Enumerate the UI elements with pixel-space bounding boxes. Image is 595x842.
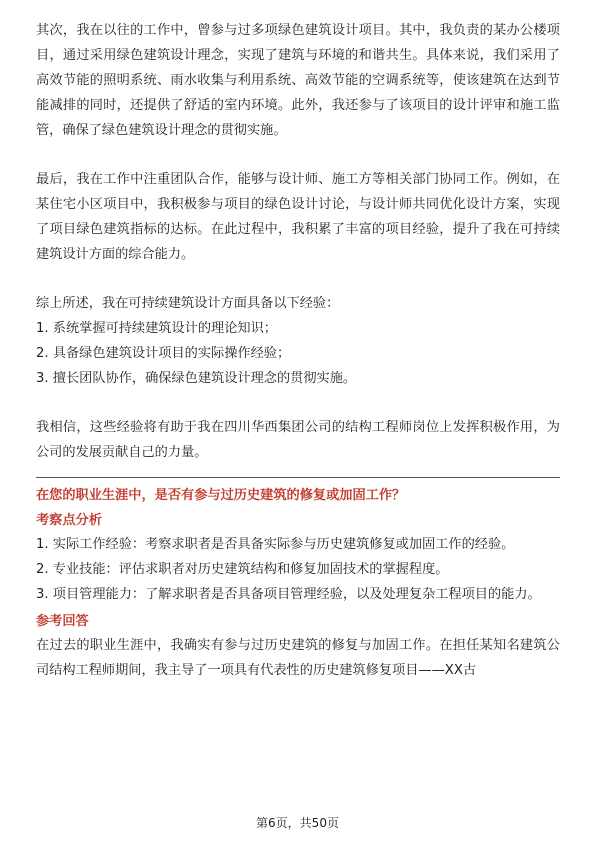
analysis-item: 3. 项目管理能力：了解求职者是否具备项目管理经验，以及处理复杂工程项目的能力。 [36, 587, 541, 602]
summary-item: 3. 擅长团队协作，确保绿色建筑设计理念的贯彻实施。 [36, 371, 357, 386]
paragraph-green-building-experience: 其次，我在以往的工作中，曾参与过多项绿色建筑设计项目。其中，我负责的某办公楼项目，通过采用绿色建筑设计理念，实现了建筑与环境的和谐共生。具体来说，我们采用了高效节能的照明系统、雨水收集与利用系统、高效节能的空调系统等，使该建筑在达到节能减排的同时，还提供了舒适的室内环境。此外，我还参与了该项目的设计评审和施工监管，确保了绿色建筑设计理念的贯彻实施。 [36, 23, 560, 138]
summary-item: 1. 系统掌握可持续建筑设计的理论知识； [36, 321, 277, 336]
summary-intro: 综上所述，我在可持续建筑设计方面具备以下经验： [36, 296, 340, 311]
question-title: 在您的职业生涯中，是否有参与过历史建筑的修复或加固工作？ [36, 488, 406, 503]
analysis-item: 1. 实际工作经验：考察求职者是否具备实际参与历史建筑修复或加固工作的经验。 [36, 537, 515, 552]
analysis-heading: 考察点分析 [36, 513, 102, 528]
answer-text: 在过去的职业生涯中，我确实有参与过历史建筑的修复与加固工作。在担任某知名建筑公司结构工程师期间，我主导了一项具有代表性的历史建筑修复项目——XX古 [36, 638, 560, 678]
paragraph-teamwork: 最后，我在工作中注重团队合作，能够与设计师、施工方等相关部门协同工作。例如，在某住宅小区项目中，我积极参与项目的绿色设计讨论，与设计师共同优化设计方案，实现了项目绿色建筑指标的达标。在此过程中，我积累了丰富的项目经验，提升了我在可持续建筑设计方面的综合能力。 [36, 172, 560, 262]
page-number: 第6页，共50页 [256, 816, 339, 830]
section-divider [36, 477, 560, 478]
paragraph-closing: 我相信，这些经验将有助于我在四川华西集团公司的结构工程师岗位上发挥积极作用，为公司的发展贡献自己的力量。 [36, 420, 560, 460]
summary-item: 2. 具备绿色建筑设计项目的实际操作经验； [36, 346, 291, 361]
analysis-item: 2. 专业技能：评估求职者对历史建筑结构和修复加固技术的掌握程度。 [36, 562, 449, 577]
answer-heading: 参考回答 [36, 614, 89, 629]
page-content [36, 18, 560, 683]
